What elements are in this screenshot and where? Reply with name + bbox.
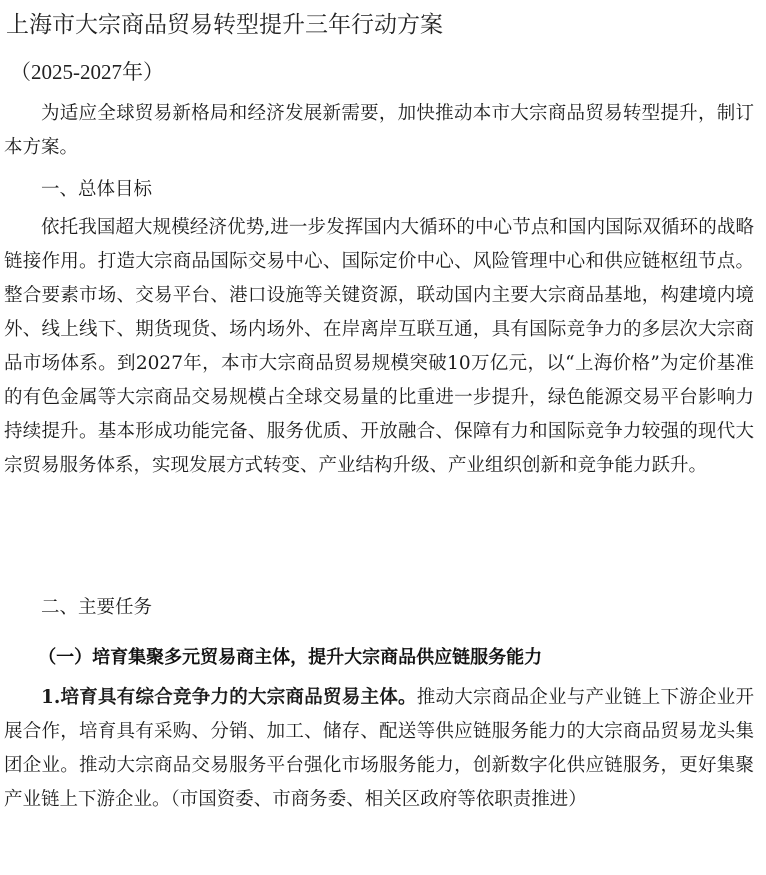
- document-subtitle: （2025-2027年）: [10, 60, 164, 84]
- task-lead-text: 1.培育具有综合竞争力的大宗商品贸易主体。: [41, 687, 417, 708]
- subsection-heading: （一）培育集聚多元贸易商主体，提升大宗商品供应链服务能力: [38, 647, 543, 668]
- intro-paragraph: 为适应全球贸易新格局和经济发展新需要，加快推动本市大宗商品贸易转型提升，制订本方案。: [4, 103, 754, 158]
- section-one-paragraph: 依托我国超大规模经济优势,进一步发挥国内大循环的中心节点和国内国际双循环的战略链接作用。打造大宗商品国际交易中心、国际定价中心、风险管理中心和供应链枢纽节点。整合要素市场、交易平台、港口设施等关键资源，联动国内主要大宗商品基地，构建境内境外、线上线下、期货现货、场内场外、在岸离岸互联互通，具有国际竞争力的多层次大宗商品市场体系。到2027年，本市大宗商品贸易规模突破10万亿元，以“上海价格”为定价基准的有色金属等大宗商品交易规模占全球交易量的比重进一步提升，绿色能源交易平台影响力持续提升。基本形成功能完备、服务优质、开放融合、保障有力和国际竞争力较强的现代大宗贸易服务体系，实现发展方式转变、产业结构升级、产业组织创新和竞争能力跃升。: [4, 217, 754, 476]
- document-title: 上海市大宗商品贸易转型提升三年行动方案: [6, 12, 443, 38]
- task-paragraph: [4, 681, 754, 817]
- section-one-heading: 一、总体目标: [41, 179, 153, 200]
- section-two-heading: 二、主要任务: [41, 597, 153, 618]
- task-body-text: 推动大宗商品企业与产业链上下游企业开展合作，培育具有采购、分销、加工、储存、配送等供应链服务能力的大宗商品贸易龙头集团企业。推动大宗商品交易服务平台强化市场服务能力，创新数字化供应链服务，更好集聚产业链上下游企业。（市国资委、市商务委、相关区政府等依职责推进）: [4, 687, 754, 810]
